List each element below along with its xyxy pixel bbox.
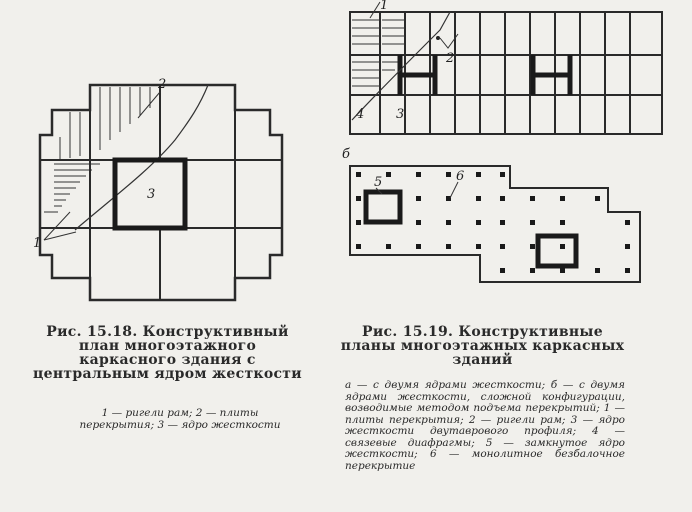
label-3: 3 — [147, 187, 156, 202]
figure-15-18-plan — [30, 60, 320, 310]
label-b5: 5 — [374, 175, 383, 190]
label-a2: 2 — [446, 51, 455, 66]
figure-15-19-caption: Рис. 15.19. Конструктивные планы многоэтажных каркасных зданий — [340, 324, 625, 368]
figure-15-18-caption: Рис. 15.18. Конструктивный план многоэтажного каркасного здания с центральным ядром жесткости — [33, 324, 302, 382]
plans-drawing-two-cores — [340, 0, 680, 305]
label-1: 1 — [33, 236, 42, 251]
label-b: б — [342, 147, 350, 162]
figure-15-19-legend: а — с двумя ядрами жесткости; б — с двумя ядрами жесткости, сложной конфигурации, возводимые методом подъема перекрытий; 1 — плиты перекрытия; 2 — ригели рам; 3 — ядро жесткости двутаврового профиля; 4 — связевые диафрагмы; 5 — замкнутое ядро жесткости; 6 — монолитное безбалочное перекрытие — [345, 379, 625, 472]
label-2: 2 — [158, 77, 167, 92]
label-b6: 6 — [456, 169, 465, 184]
label-a1: 1 — [380, 0, 389, 13]
plan-drawing-central-core — [30, 60, 320, 310]
figure-15-19-plans — [340, 0, 680, 305]
label-a4: 4 — [356, 107, 365, 122]
label-a3: 3 — [396, 107, 405, 122]
figure-15-18-legend: 1 — ригели рам; 2 — плиты перекрытия; 3 — ядро жесткости — [79, 407, 281, 431]
